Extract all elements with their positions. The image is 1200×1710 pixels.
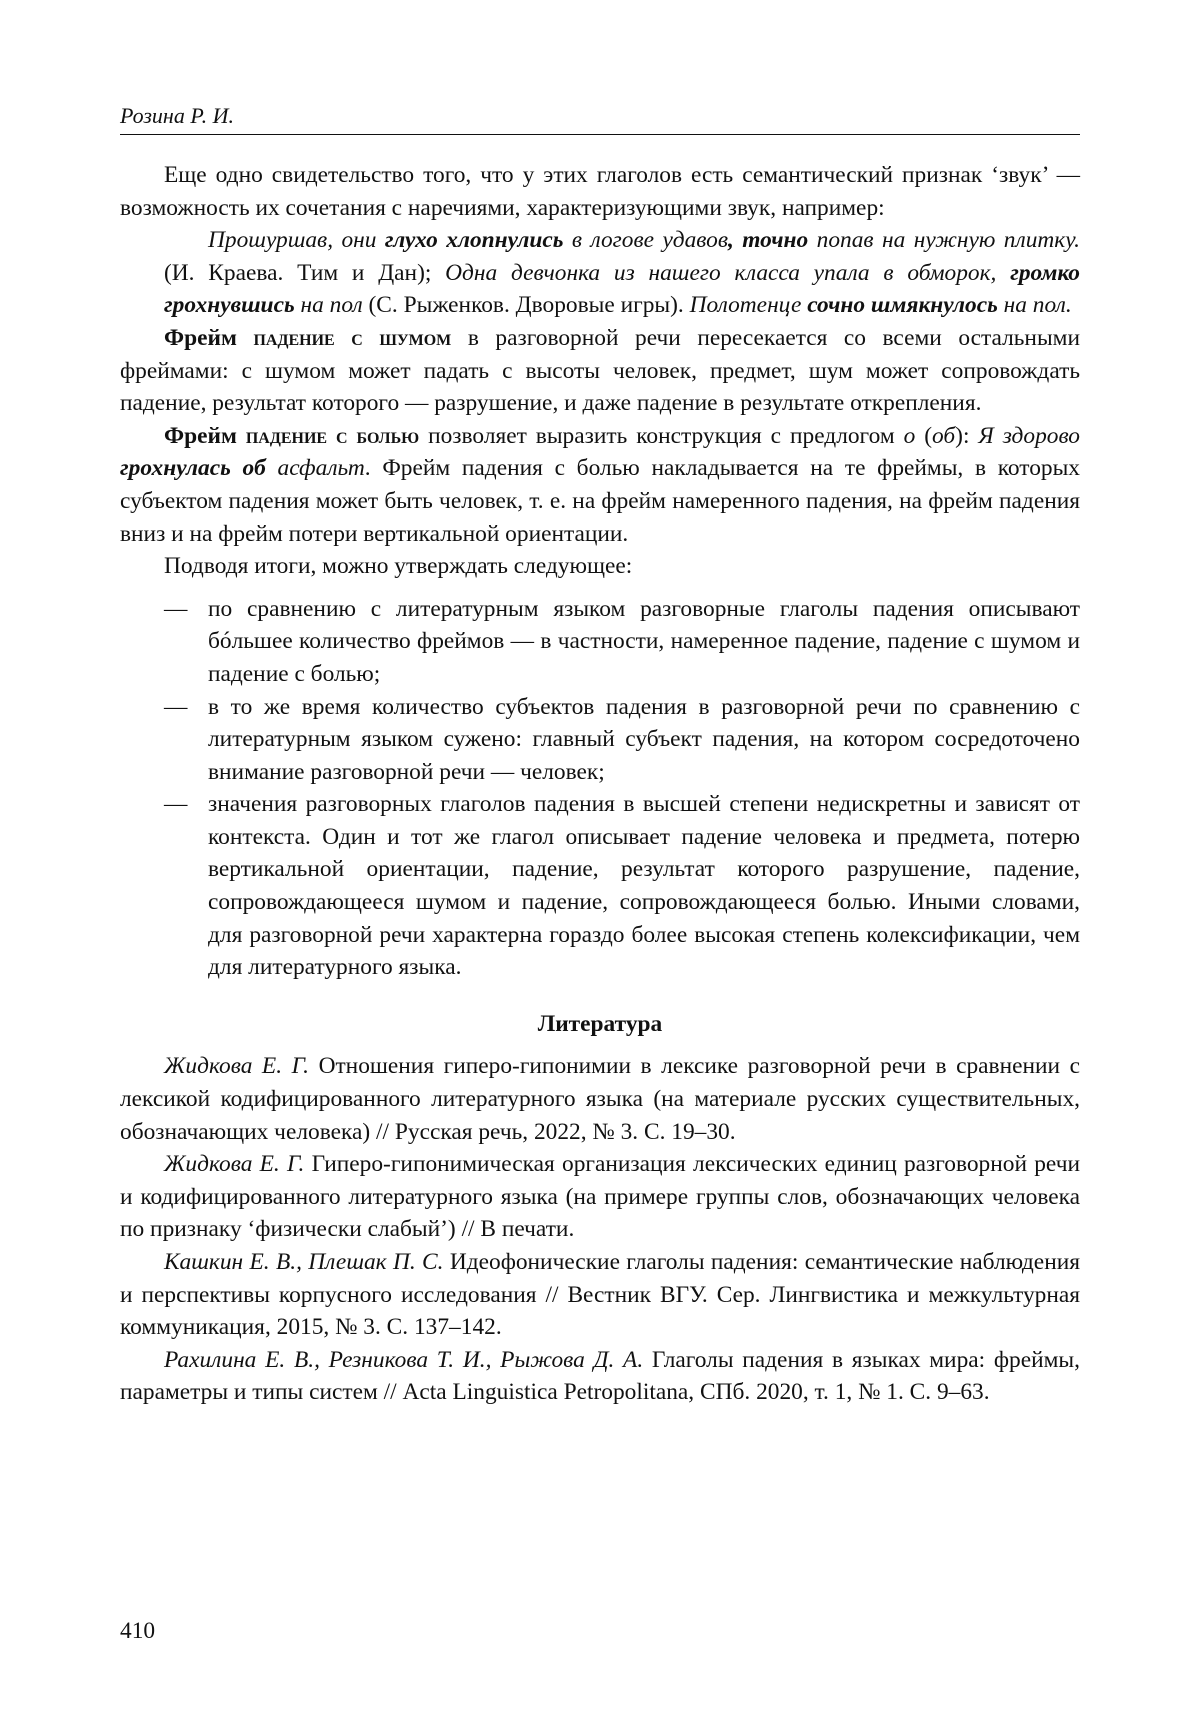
paragraph-summary-intro: Подводя итоги, можно утверждать следующее: [164,553,633,580]
dash-marker: — [164,693,188,720]
paragraph-sound-feature: Еще одно свидетельство того, что у этих глаголов есть семантический признак ‘звук’ — возможность их сочетания с наречиями, характеризующими звук, например: [120,162,1080,221]
example-block: Прошуршав, они глухо хлопнулись в логове удавов, точно попав на нужную плитку. (И. Краева. Тим и Дан); Одна девчонка из нашего класса упала в обморок, громко грохнувшись на пол (С. Рыженков. Дворовые игры). Полотенце сочно шмякнулось на пол. [164,227,1081,319]
reference-entry: Жидкова Е. Г. Отношения гиперо-гипонимии в лексике разговорной речи в сравнении с лексикой кодифицированного литературного языка (на материале русских существительных, обозначающих человека) // Русская речь, 2022, № 3. С. 19–30. [120,1053,1080,1145]
list-item: — в то же время количество субъектов падения в разговорной речи по сравнению с литературным языком сужено: главный субъект падения, на котором сосредоточено внимание разговорной речи — человек; [120,691,1080,789]
list-item: — значения разговорных глаголов падения в высшей степени недискретны и зависят от контекста. Один и тот же глагол описывает падение человека и предмета, потерю вертикальной ориентации, падение, результат которого разрушение, падение, сопровождающееся шумом и падение, сопровождающееся болью. Иными словами, для разговорной речи характерна гораздо более высокая степень колексификации, чем для литературного языка. [120,788,1080,984]
body-column [120,159,1080,1409]
dash-marker: — [164,791,188,818]
conclusions-list [120,593,1080,984]
list-item: — по сравнению с литературным языком разговорные глаголы падения описывают бóльшее количество фреймов — в частности, намеренное падение, падение с шумом и падение с болью; [120,593,1080,691]
running-head: Розина Р. И. [120,103,234,128]
dash-marker: — [164,595,188,622]
page-number: 410 [120,1618,156,1644]
paragraph-frame-pain: Фрейм падение с болью позволяет выразить конструкция с предлогом о (об): Я здорово грохнулась об асфальт. Фрейм падения с болью накладывается на те фреймы, в которых субъектом падения может быть человек, т. е. на фрейм намеренного падения, на фрейм падения вниз и на фрейм потери вертикальной ориентации. [120,422,1081,547]
header-rule [120,134,1080,135]
paragraph-frame-noise: Фрейм падение с шумом в разговорной речи пересекается со всеми остальными фреймами: с шумом может падать с высоты человек, предмет, шум может сопровождать падение, результат которого — разрушение, и даже падение в результате открепления. [120,324,1080,417]
reference-entry: Рахилина Е. В., Резникова Т. И., Рыжова Д. А. Глаголы падения в языках мира: фреймы, параметры и типы систем // Acta Linguistica Petropolitana, СПб. 2020, т. 1, № 1. С. 9–63. [120,1346,1080,1406]
reference-entry: Кашкин Е. В., Плешак П. С. Идеофонические глаголы падения: семантические наблюдения и перспективы корпусного исследования // Вестник ВГУ. Сер. Лингвистика и межкультурная коммуникация, 2015, № 3. С. 137–142. [120,1249,1080,1341]
references-title: Литература [537,1010,663,1037]
reference-entry: Жидкова Е. Г. Гиперо-гипонимическая организация лексических единиц разговорной речи и кодифицированного литературного языка (на примере группы слов, обозначающих человека по признаку ‘физически слабый’) // В печати. [120,1151,1080,1243]
